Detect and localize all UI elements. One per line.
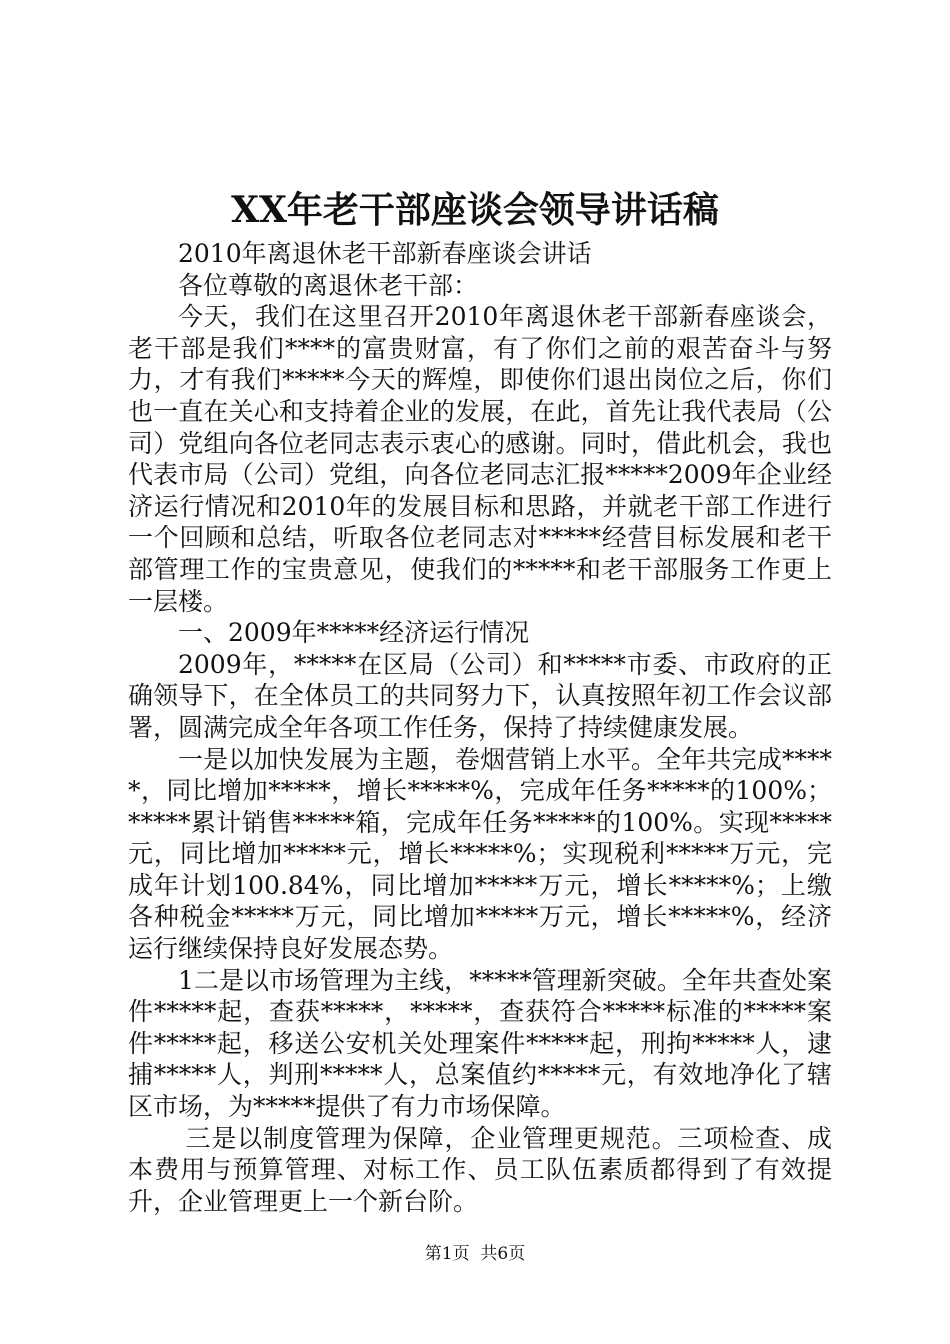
paragraph-section-heading: 一、2009年*****经济运行情况: [178, 618, 530, 648]
paragraph-point-one: 一是以加快发展为主题，卷烟营销上水平。全年共完成*****，同比增加*****，增长*****%，完成年任务*****的100%；*****累计销售*****箱，完成年任务*****的100%。实现*****元，同比增加*****元，增长*****%；实现税利*****万元，完成年计划100.84%，同比增加*****万元，增长*****%；上缴各种税金*****万元，同比增加*****万元，增长*****%，经济运行继续保持良好发展态势。: [128, 744, 832, 964]
document-body: [128, 238, 832, 1217]
page-number-footer: 第1页 共6页: [424, 1244, 526, 1264]
document-title: XX年老干部座谈会领导讲话稿: [231, 189, 719, 231]
paragraph-overview: 2009年，*****在区局（公司）和*****市委、市政府的正确领导下，在全体员工的共同努力下，认真按照年初工作会议部署，圆满完成全年各项工作任务，保持了持续健康发展。: [128, 649, 832, 742]
paragraph-salutation: 各位尊敬的离退休老干部：: [178, 270, 479, 300]
paragraph-subtitle: 2010年离退休老干部新春座谈会讲话: [178, 239, 592, 268]
paragraph-point-two: 1二是以市场管理为主线，*****管理新突破。全年共查处案件*****起，查获*****，*****，查获符合*****标准的*****案件*****起，移送公安机关处理案件*****起，刑拘*****人，逮捕*****人，判刑*****人，总案值约*****元，有效地净化了辖区市场，为*****提供了有力市场保障。: [128, 965, 832, 1122]
paragraph-point-three: 三是以制度管理为保障，企业管理更规范。三项检查、成本费用与预算管理、对标工作、员工队伍素质都得到了有效提升，企业管理更上一个新台阶。: [128, 1123, 832, 1216]
paragraph-opening: 今天，我们在这里召开2010年离退休老干部新春座谈会，老干部是我们****的富贵财富，有了你们之前的艰苦奋斗与努力，才有我们*****今天的辉煌，即使你们退出岗位之后，你们也一直在关心和支持着企业的发展，在此，首先让我代表局（公司）党组向各位老同志表示衷心的感谢。同时，借此机会，我也代表市局（公司）党组，向各位老同志汇报*****2009年企业经济运行情况和2010年的发展目标和思路，并就老干部工作进行一个回顾和总结，听取各位老同志对*****经营目标发展和老干部管理工作的宝贵意见，使我们的*****和老干部服务工作更上一层楼。: [128, 302, 832, 616]
